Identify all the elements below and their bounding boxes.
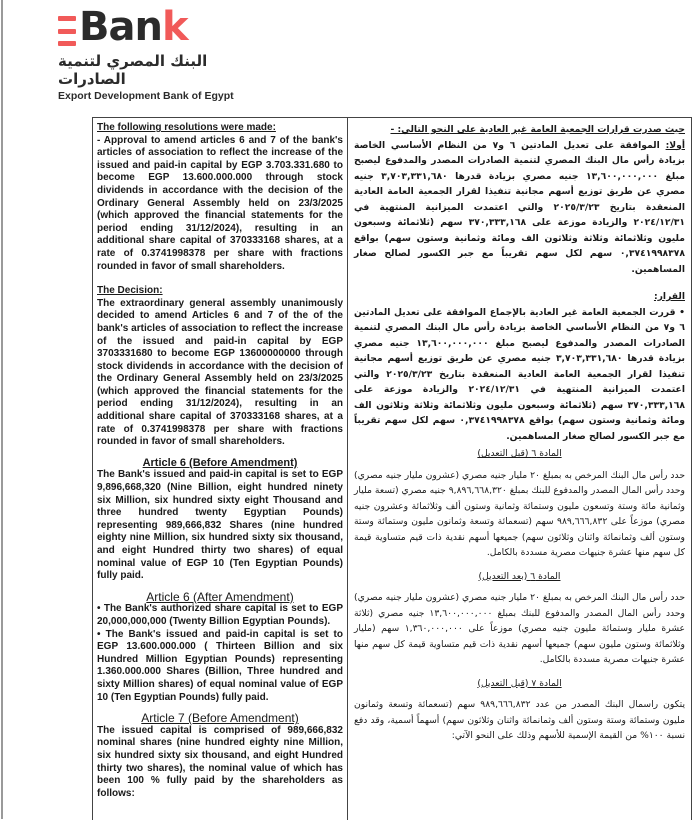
first-label-ar: أولا:	[665, 139, 685, 151]
resolutions-heading-ar: حيث صدرت قرارات الجمعية العامة غير العادية على النحو التالي: -	[390, 124, 685, 135]
article7-before-body-en: The issued capital is comprised of 989,666,832 nominal shares (nine hundred eighty nine Million, six hundred sixty six thousand, and eight Hundred thirty two shares), the nominal value of which has been 100 % fully paid by the shareholders as follows:	[97, 724, 343, 799]
logo-wordmark	[58, 4, 244, 50]
article6-after-title-ar: المادة ٦ (بعد التعديل)	[478, 570, 561, 582]
article7-before-body-ar: يتكون راسمال البنك المصدر من عدد ٩٨٩,٦٦٦,٨٣٢ سهم (تسعمائة وتسعة وثمانون مليون وستمائة وستة وستون ألف وثمانمائة واثنان وثلاثون سهم) أسهماً أسمية، وقد دفع نسبة ١٠٠% من القيمة الإسمية للأسهم وذلك على النحو الآتي:	[354, 699, 686, 741]
article6-after-bullet2-en: • The Bank's issued and paid-in capital is set to EGP 13.600.000.000 ( Thirteen Billion and six Hundred Million Egyptian Pounds) representing 1.360.000.000 Shares (Billion, Three hundred and sixty Million shares) of equal nominal value of EGP 10 (Ten Egyptian Pounds) fully paid.	[97, 628, 343, 703]
decision-heading-en: The Decision:	[97, 285, 163, 297]
article7-before-title-en: Article 7 (Before Amendment)	[141, 711, 299, 726]
resolutions-body-en: - Approval to amend articles 6 and 7 of the bank's articles of association to reflect the increase of the issued and paid-in capital by EGP 3.703.331.680 to become EGP 13.600.000.000 through stock dividends in accordance with the decision of the Ordinary General Assembly held on 23/3/2025 (which approved the financial statements for the period ending 31/12/2024), resulting in an additional share capital of 370333168 shares, at a rate of 0.3741998378 per share with fractions rounded in favor of small shareholders.	[97, 134, 343, 272]
bilingual-resolutions-table	[92, 117, 692, 820]
english-column	[93, 118, 348, 820]
article6-after-body-ar: حدد رأس مال البنك المرخص به بمبلغ ٢٠ مليار جنيه مصري (عشرون مليار جنيه مصري) وحدد رأس المال المصدر والمدفوع للبنك بمبلغ ١٣,٦٠٠,٠٠٠,٠٠٠ جنيه مصري (ثلاثة عشرة مليار وستمائة مليون جنيه مصري) موزعاً على ١,٣٦٠,٠٠٠,٠٠٠ سهم (مليار وثلاثمائة وستون مليون سهم) جميعها أسهم نقدية ذات قيم متساوية قيمة كل سهم منها عشرة جنيهات مصرية مسددة بالكامل.	[354, 592, 685, 665]
decision-body-en: The extraordinary general assembly unanimously decided to amend Articles 6 and 7 of the of the bank's articles of association to reflect the increase of the issued and paid-in capital by EGP 3703331680 to become EGP 13600000000 through stock dividends in accordance with the decision of the Ordinary General Assembly held on 23/3/2025 (which approved the financial statements for the period ending 31/12/2024), resulting in an additional share capital of 370333168 shares, at a rate of 0.3741998378 per share with fractions rounded in favor of small shareholders.	[97, 297, 343, 448]
logo-arabic-name: البنك المصري لتنمية الصادرات	[58, 52, 208, 88]
bank-logo	[58, 4, 244, 102]
decision-body-ar: • قررت الجمعية العامة غير العادية بالإجماع الموافقة على تعديل المادتين ٦ و٧ من النظام الأساسي الخاصة بزيادة رأس مال البنك المصري لتنمية الصادرات المصدر والمدفوع ليصبح مبلغ ١٣,٦٠٠,٠٠٠,٠٠٠ جنيه مصري بزيادة قدرها ٣,٧٠٣,٣٣١,٦٨٠ جنيه مصري عن طريق توزيع أسهم مجانية تنفيذا لقرار الجمعية العامة العادية المنعقدة بتاريخ ٢٠٢٥/٣/٢٣ والتي اعتمدت الميزانية المنتهية في ٢٠٢٤/١٢/٣١ والزيادة موزعة على ٣٧٠,٣٣٣,١٦٨ سهم (ثلاثمائة وسبعون مليون وثلاثمائة وثلاثة وثلاثون الف ومائة وثمانية وستون سهم) بواقع ٠,٣٧٤١٩٩٨٣٧٨ سهم لكل سهم تقريباً مع جبر الكسور لصالح صغار المساهمين.	[354, 306, 686, 442]
article6-before-body-en: The Bank's issued and paid-in capital is set to EGP 9,896,668,320 (Nine Billion, eight hundred ninety six Million, six hundred sixty eight Thousand and three hundred twenty Egyptian Pounds) representing 989,666,832 Shares (nine hundred eighty nine Million, six hundred sixty six thousand, and eight Hundred thirty two shares) of equal nominal value of EGP 10 (Ten Egyptian Pounds) fully paid.	[97, 469, 343, 582]
article6-before-title-ar: المادة ٦ (قبل التعديل)	[477, 448, 562, 459]
logo-e-icon	[58, 16, 76, 46]
article6-after-bullet1-en: • The Bank's authorized share capital is set to EGP 20,000,000,000 (Twenty Billion Egyptian Pounds).	[97, 603, 343, 627]
article6-before-body-ar: حدد رأس مال البنك المرخص به بمبلغ ٢٠ مليار جنيه مصري (عشرون مليار جنيه مصري) وحدد رأس المال المصدر والمدفوع للبنك بمبلغ ٩,٨٩٦,٦٦٨,٣٢٠ جنيه مصري (تسعة مليار وثمانية مائة وستة وتسعون مليون وستمائة وثمانية وستون ألف وثلاثمائة وعشرون جنيه مصري) موزعاً على ٩٨٩,٦٦٦,٨٣٢ سهم (تسعمائة وتسعة وثمانون مليون وستمائة وستة وستون ألف وثمانمائة واثنان وثلاثون سهم) جميعها أسهم نقدية ذات قيم متساوية قيمة كل سهم منها عشرة جنيهات مصرية مسددة بالكامل.	[354, 469, 686, 558]
arabic-column	[348, 118, 691, 820]
logo-english-name: Export Development Bank of Egypt	[58, 90, 234, 102]
article7-before-title-ar: المادة ٧ (قبل التعديل)	[477, 677, 562, 689]
logo-k: k	[161, 4, 188, 50]
page-edge-rule	[1, 0, 3, 819]
article6-before-title-en: Article 6 (Before Amendment)	[142, 456, 298, 469]
logo-word: Ban	[79, 4, 162, 50]
decision-heading-ar: القرار:	[653, 291, 685, 302]
resolutions-body-ar: الموافقة على تعديل المادتين ٦ و٧ من النظام الأساسي الخاصة بزيادة رأس مال البنك المصري لتنمية الصادرات المصدر والمدفوع ليصبح مبلغ ١٣,٦٠٠,٠٠٠,٠٠٠ جنيه مصري بزيادة قدرها ٣,٧٠٣,٣٣١,٦٨٠ جنيه مصري عن طريق توزيع أسهم مجانية تنفيذا لقرار الجمعية العامة العادية المنعقدة بتاريخ ٢٠٢٥/٣/٢٣ والتي اعتمدت الميزانية المنتهية في ٢٠٢٤/١٢/٣١ والزيادة موزعة على ٣٧٠,٣٣٣,١٦٨ سهم (ثلاثمائة وسبعون مليون وثلاثمائة وثلاثة وثلاثون الف ومائة وثمانية وستون سهم) بواقع ٠,٣٧٤١٩٩٨٣٧٨ سهم لكل سهم تقريباً مع جبر الكسور لصالح صغار المساهمين.	[354, 139, 686, 275]
article6-after-title-en: Article 6 (After Amendment)	[146, 589, 294, 604]
resolutions-heading-en: The following resolutions were made:	[97, 122, 276, 133]
